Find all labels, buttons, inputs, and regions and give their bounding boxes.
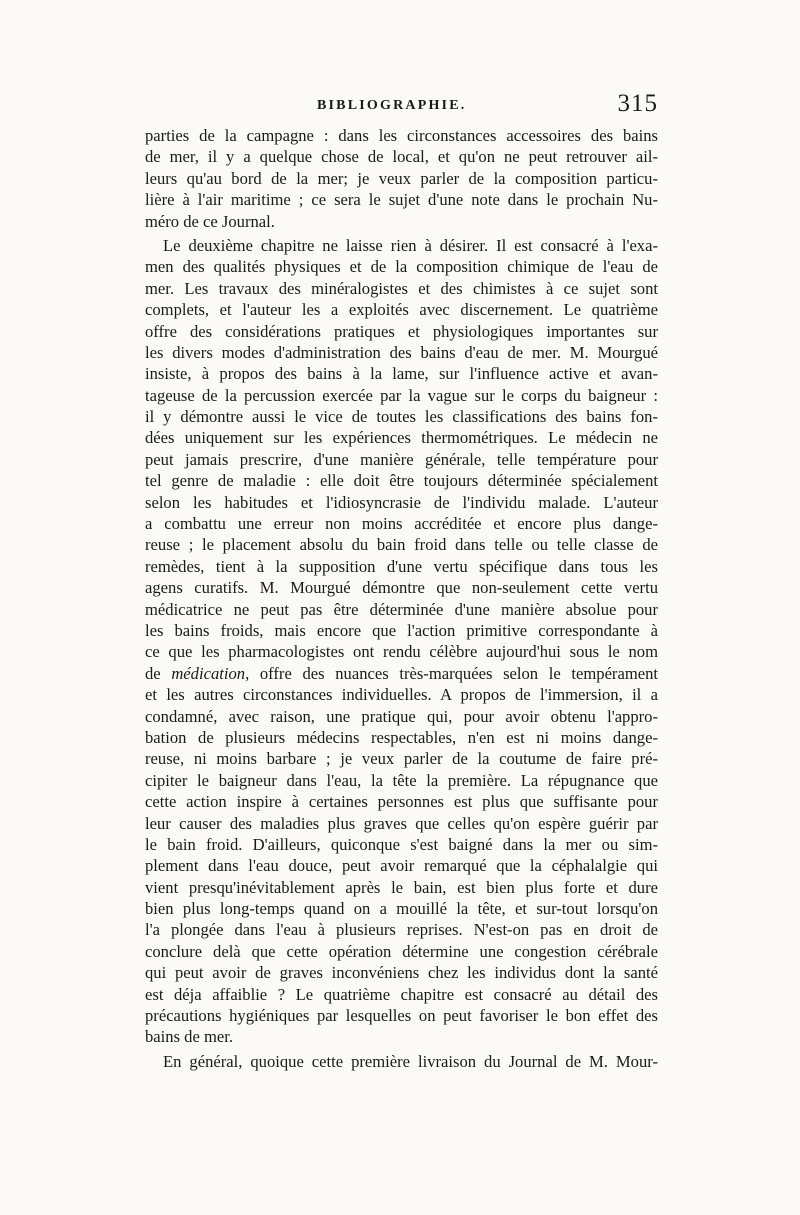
- text-line: est déja affaiblie ? Le quatrième chapitre est consacré au détail des: [145, 984, 658, 1004]
- text-line: médicatrice ne peut pas être déterminée d'une manière absolue pour: [145, 599, 658, 619]
- text-line: parties de la campagne : dans les circonstances accessoires des bains: [145, 126, 658, 145]
- text-line: il y démontre aussi le vice de toutes les classifications des bains fon-: [145, 407, 658, 427]
- text-line: insiste, à propos des bains à la lame, sur l'influence active et avan-: [145, 364, 658, 384]
- running-title: BIBLIOGRAPHIE.: [317, 98, 467, 113]
- text-line: le bain froid. D'ailleurs, quiconque s'est baigné dans la mer ou sim-: [145, 834, 658, 854]
- text-line: tageuse de la percussion exercée par la vague sur le corps du baigneur :: [145, 385, 658, 405]
- text-line: et les autres circonstances individuelles. A propos de l'immersion, il a: [145, 685, 658, 705]
- text-line: remèdes, tient à la supposition d'une vertu spécifique dans tous les: [145, 556, 658, 576]
- text-line: les bains froids, mais encore que l'action primitive correspondante à: [145, 620, 658, 640]
- paragraph-start-line: Le deuxième chapitre ne laisse rien à désirer. Il est consacré à l'exa-: [163, 235, 658, 255]
- text-line: cipiter le baigneur dans l'eau, la tête la première. La répugnance que: [145, 770, 658, 790]
- running-head: [145, 90, 658, 122]
- text-line: de mer, il y a quelque chose de local, et qu'on ne peut retrouver ail-: [145, 147, 658, 167]
- text-line: a combattu une erreur non moins accréditée et encore plus dange-: [145, 514, 658, 534]
- text-line: lière à l'air maritime ; ce sera le sujet d'une note dans le prochain Nu-: [145, 190, 658, 210]
- text-line: complets, et l'auteur les a exploités avec discernement. Le quatrième: [145, 300, 658, 320]
- text-line: selon les habitudes et l'idiosyncrasie de l'individu malade. L'auteur: [145, 492, 658, 512]
- text-line: reuse, ni moins barbare ; je veux parler de la coutume de faire pré-: [145, 749, 658, 769]
- text-line: les divers modes d'administration des bains d'eau de mer. M. Mourgué: [145, 342, 658, 362]
- text-line: qui peut avoir de graves inconvéniens chez les individus dont la santé: [145, 963, 658, 983]
- text-line: peut jamais prescrire, d'une manière générale, telle température pour: [145, 449, 658, 469]
- paragraph-start-line: En général, quoique cette première livraison du Journal de M. Mour-: [163, 1051, 658, 1071]
- text-line: l'a plongée dans l'eau à plusieurs reprises. N'est-on pas en droit de: [145, 920, 658, 940]
- text-line: bation de plusieurs médecins respectables, n'en est ni moins dange-: [145, 727, 658, 747]
- text-line: de médication, offre des nuances très-marquées selon le tempérament: [145, 663, 659, 683]
- italic-term: médication: [171, 663, 246, 683]
- text-line: leur causer des maladies plus graves que celles qu'on espère guérir par: [145, 813, 658, 833]
- text-line: agens curatifs. M. Mourgué démontre que non-seulement cette vertu: [145, 578, 658, 598]
- text-line: bains de mer.: [145, 1027, 234, 1047]
- text-line: leurs qu'au bord de la mer; je veux parler de la composition particu-: [145, 168, 658, 188]
- text-line: plement dans l'eau douce, peut avoir remarqué que la céphalalgie qui: [145, 856, 658, 876]
- page-number: 315: [617, 90, 658, 117]
- body-text: [145, 125, 658, 1072]
- text-line: précautions hygiéniques par lesquelles on peut favoriser le bon effet des: [145, 1006, 658, 1026]
- text-line: reuse ; le placement absolu du bain froid dans telle ou telle classe de: [145, 535, 658, 555]
- text-line: offre des considérations pratiques et physiologiques importantes sur: [145, 321, 658, 341]
- text-line: mer. Les travaux des minéralogistes et des chimistes à ce sujet sont: [145, 278, 658, 298]
- text-line: condamné, avec raison, une pratique qui, pour avoir obtenu l'appro-: [145, 706, 658, 726]
- text-line: dées uniquement sur les expériences thermométriques. Le médecin ne: [145, 428, 658, 448]
- text-line: méro de ce Journal.: [145, 211, 275, 231]
- text-line: tel genre de maladie : elle doit être toujours déterminée spécialement: [145, 471, 658, 491]
- text-line: men des qualités physiques et de la composition chimique de l'eau de: [145, 257, 658, 277]
- text-line: bien plus long-temps quand on a mouillé la tête, et sur-tout lorsqu'on: [145, 899, 658, 919]
- text-line: ce que les pharmacologistes ont rendu célèbre aujourd'hui sous le nom: [145, 642, 658, 662]
- text-line: vient presqu'inévitablement après le bain, est bien plus forte et dure: [145, 877, 658, 897]
- text-line: conclure delà que cette opération détermine une congestion cérébrale: [145, 941, 658, 961]
- text-line: cette action inspire à certaines personnes est plus que suffisante pour: [145, 792, 658, 812]
